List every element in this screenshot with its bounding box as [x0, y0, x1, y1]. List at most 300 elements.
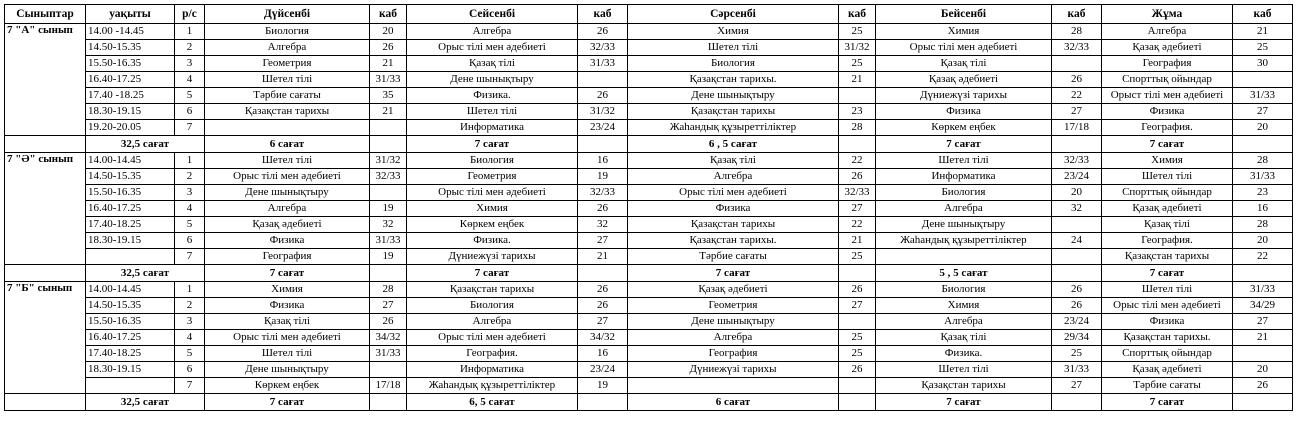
friday-room-cell: 20 [1233, 233, 1293, 249]
wednesday-room-cell: 23 [839, 104, 876, 120]
wednesday-subject-cell: Қазақстан тарихы. [628, 72, 839, 88]
tuesday-subject-cell: Физика. [407, 88, 578, 104]
tuesday-room-cell: 31/32 [578, 104, 628, 120]
wednesday-subject-cell: Жаһандық құзыреттіліктер [628, 120, 839, 136]
schedule-row [5, 346, 1293, 362]
wednesday-room-cell: 25 [839, 24, 876, 40]
totals-spacer-cell [5, 265, 86, 282]
thursday-subject-cell: Алгебра [876, 314, 1052, 330]
tuesday-room-cell: 26 [578, 88, 628, 104]
wednesday-room-cell: 27 [839, 201, 876, 217]
thursday-room-cell: 23/24 [1052, 169, 1102, 185]
weekly-total-cell: 32,5 сағат [86, 136, 205, 153]
wednesday-room-cell: 25 [839, 346, 876, 362]
day-total-room-cell [578, 136, 628, 153]
wednesday-subject-cell: Шетел тілі [628, 40, 839, 56]
friday-subject-cell: Тәрбие сағаты [1102, 378, 1233, 394]
friday-subject-cell: География. [1102, 233, 1233, 249]
tuesday-room-cell: 23/24 [578, 120, 628, 136]
wednesday-subject-cell: Қазақстан тарихы [628, 104, 839, 120]
monday-subject-cell: Шетел тілі [205, 346, 370, 362]
day-total-cell: 6 , 5 сағат [628, 136, 839, 153]
thursday-subject-cell: Информатика [876, 169, 1052, 185]
tuesday-room-cell: 19 [578, 169, 628, 185]
lesson-number-cell: 7 [175, 120, 205, 136]
day-total-room-cell [370, 136, 407, 153]
tuesday-subject-cell: Орыс тілі мен әдебиеті [407, 40, 578, 56]
thursday-room-cell: 32/33 [1052, 40, 1102, 56]
lesson-number-cell: 6 [175, 104, 205, 120]
lesson-number-cell: 5 [175, 88, 205, 104]
wednesday-subject-cell: Тәрбие сағаты [628, 249, 839, 265]
day-total-room-cell [578, 394, 628, 411]
day-total-cell: 5 , 5 сағат [876, 265, 1052, 282]
monday-room-cell: 28 [370, 282, 407, 298]
day-total-cell: 7 сағат [205, 265, 370, 282]
lesson-number-cell: 4 [175, 330, 205, 346]
time-cell: 17.40-18.25 [86, 346, 175, 362]
tuesday-subject-cell: Дүниежүзі тарихы [407, 249, 578, 265]
friday-room-cell: 16 [1233, 201, 1293, 217]
time-cell: 19.20-20.05 [86, 120, 175, 136]
friday-room-cell: 23 [1233, 185, 1293, 201]
friday-subject-cell: Химия [1102, 153, 1233, 169]
schedule-row [5, 169, 1293, 185]
monday-subject-cell: Физика [205, 233, 370, 249]
header-wednesday: Сәрсенбі [628, 5, 839, 24]
monday-subject-cell: Биология [205, 24, 370, 40]
lesson-number-cell: 1 [175, 153, 205, 169]
header-friday: Жұма [1102, 5, 1233, 24]
tuesday-room-cell: 27 [578, 233, 628, 249]
monday-room-cell: 27 [370, 298, 407, 314]
schedule-row [5, 233, 1293, 249]
friday-room-cell: 22 [1233, 249, 1293, 265]
wednesday-room-cell: 26 [839, 362, 876, 378]
time-cell: 16.40-17.25 [86, 72, 175, 88]
header-thursday: Бейсенбі [876, 5, 1052, 24]
thursday-room-cell: 26 [1052, 298, 1102, 314]
wednesday-room-cell: 28 [839, 120, 876, 136]
thursday-subject-cell: Көркем еңбек [876, 120, 1052, 136]
friday-room-cell: 31/33 [1233, 282, 1293, 298]
class-name-cell: 7 "А" сынып [5, 24, 86, 136]
day-total-cell: 7 сағат [628, 265, 839, 282]
monday-room-cell: 19 [370, 201, 407, 217]
day-total-cell: 7 сағат [1102, 136, 1233, 153]
monday-subject-cell: Шетел тілі [205, 153, 370, 169]
wednesday-room-cell: 25 [839, 56, 876, 72]
wednesday-subject-cell: Дене шынықтыру [628, 314, 839, 330]
friday-subject-cell: Алгебра [1102, 24, 1233, 40]
monday-subject-cell: Қазақ әдебиеті [205, 217, 370, 233]
schedule-row [5, 249, 1293, 265]
thursday-room-cell: 31/33 [1052, 362, 1102, 378]
day-total-room-cell [1052, 136, 1102, 153]
thursday-subject-cell [876, 249, 1052, 265]
friday-room-cell: 26 [1233, 378, 1293, 394]
tuesday-subject-cell: Биология [407, 153, 578, 169]
class-name-cell: 7 "Б" сынып [5, 282, 86, 394]
monday-room-cell: 26 [370, 314, 407, 330]
day-total-cell: 7 сағат [407, 136, 578, 153]
thursday-subject-cell: Қазақстан тарихы [876, 378, 1052, 394]
friday-subject-cell: Қазақ әдебиеті [1102, 201, 1233, 217]
friday-room-cell: 20 [1233, 362, 1293, 378]
day-total-room-cell [1233, 136, 1293, 153]
monday-subject-cell: Орыс тілі мен әдебиеті [205, 169, 370, 185]
wednesday-subject-cell: Қазақстан тарихы [628, 217, 839, 233]
tuesday-subject-cell: Алгебра [407, 24, 578, 40]
monday-subject-cell: Дене шынықтыру [205, 185, 370, 201]
thursday-room-cell: 17/18 [1052, 120, 1102, 136]
time-cell [86, 378, 175, 394]
totals-row [5, 136, 1293, 153]
lesson-number-cell: 7 [175, 249, 205, 265]
thursday-room-cell: 25 [1052, 346, 1102, 362]
tuesday-room-cell: 26 [578, 24, 628, 40]
wednesday-subject-cell: Қазақстан тарихы. [628, 233, 839, 249]
monday-room-cell: 32/33 [370, 169, 407, 185]
tuesday-subject-cell: Дене шынықтыру [407, 72, 578, 88]
schedule-row [5, 153, 1293, 169]
monday-subject-cell: Қазақ тілі [205, 314, 370, 330]
monday-room-cell [370, 185, 407, 201]
thursday-subject-cell: Дүниежүзі тарихы [876, 88, 1052, 104]
time-cell: 18.30-19.15 [86, 233, 175, 249]
time-cell: 17.40-18.25 [86, 217, 175, 233]
friday-room-cell [1233, 346, 1293, 362]
friday-room-cell: 27 [1233, 104, 1293, 120]
day-total-cell: 7 сағат [876, 394, 1052, 411]
friday-room-cell: 21 [1233, 24, 1293, 40]
schedule-row [5, 120, 1293, 136]
friday-subject-cell: Орыс тілі мен әдебиеті [1102, 298, 1233, 314]
tuesday-room-cell: 23/24 [578, 362, 628, 378]
day-total-room-cell [1233, 394, 1293, 411]
friday-room-cell: 31/33 [1233, 88, 1293, 104]
wednesday-subject-cell: Қазақ тілі [628, 153, 839, 169]
wednesday-subject-cell: Биология [628, 56, 839, 72]
wednesday-subject-cell: Физика [628, 201, 839, 217]
monday-subject-cell: Физика [205, 298, 370, 314]
day-total-room-cell [1052, 394, 1102, 411]
tuesday-subject-cell: Физика. [407, 233, 578, 249]
weekly-total-cell: 32,5 сағат [86, 265, 205, 282]
totals-row [5, 394, 1293, 411]
thursday-room-cell: 24 [1052, 233, 1102, 249]
monday-room-cell: 31/33 [370, 233, 407, 249]
schedule-row [5, 56, 1293, 72]
thursday-subject-cell: Шетел тілі [876, 153, 1052, 169]
day-total-room-cell [370, 265, 407, 282]
thursday-subject-cell: Биология [876, 282, 1052, 298]
totals-row [5, 265, 1293, 282]
time-cell: 16.40-17.25 [86, 201, 175, 217]
monday-room-cell: 31/33 [370, 346, 407, 362]
schedule-row [5, 362, 1293, 378]
lesson-number-cell: 4 [175, 201, 205, 217]
tuesday-subject-cell: Қазақстан тарихы [407, 282, 578, 298]
tuesday-subject-cell: Орыс тілі мен әдебиеті [407, 330, 578, 346]
totals-spacer-cell [5, 394, 86, 411]
monday-subject-cell [205, 120, 370, 136]
friday-subject-cell: География. [1102, 120, 1233, 136]
tuesday-room-cell: 19 [578, 378, 628, 394]
monday-room-cell: 34/32 [370, 330, 407, 346]
monday-subject-cell: Тәрбие сағаты [205, 88, 370, 104]
lesson-number-cell: 3 [175, 185, 205, 201]
day-total-cell: 6 сағат [205, 136, 370, 153]
time-cell: 14.00 -14.45 [86, 24, 175, 40]
thursday-room-cell [1052, 217, 1102, 233]
monday-room-cell [370, 362, 407, 378]
thursday-subject-cell: Орыс тілі мен әдебиеті [876, 40, 1052, 56]
day-total-cell: 7 сағат [407, 265, 578, 282]
time-cell: 15.50-16.35 [86, 56, 175, 72]
lesson-number-cell: 6 [175, 233, 205, 249]
lesson-number-cell: 6 [175, 362, 205, 378]
friday-room-cell: 28 [1233, 217, 1293, 233]
thursday-room-cell: 27 [1052, 378, 1102, 394]
day-total-room-cell [370, 394, 407, 411]
tuesday-subject-cell: Алгебра [407, 314, 578, 330]
wednesday-subject-cell: География [628, 346, 839, 362]
lesson-number-cell: 2 [175, 298, 205, 314]
day-total-room-cell [1052, 265, 1102, 282]
wednesday-subject-cell: Алгебра [628, 169, 839, 185]
lesson-number-cell: 3 [175, 56, 205, 72]
tuesday-room-cell: 32 [578, 217, 628, 233]
tuesday-subject-cell: География. [407, 346, 578, 362]
schedule-row [5, 72, 1293, 88]
friday-room-cell [1233, 72, 1293, 88]
lesson-number-cell: 2 [175, 169, 205, 185]
thursday-subject-cell: Қазақ тілі [876, 330, 1052, 346]
tuesday-room-cell: 16 [578, 346, 628, 362]
lesson-number-cell: 1 [175, 24, 205, 40]
monday-room-cell: 26 [370, 40, 407, 56]
time-cell: 16.40-17.25 [86, 330, 175, 346]
header-room: каб [370, 5, 407, 24]
lesson-number-cell: 2 [175, 40, 205, 56]
day-total-cell: 6, 5 сағат [407, 394, 578, 411]
day-total-room-cell [839, 265, 876, 282]
tuesday-room-cell: 26 [578, 298, 628, 314]
wednesday-subject-cell: Дене шынықтыру [628, 88, 839, 104]
wednesday-room-cell: 25 [839, 330, 876, 346]
thursday-room-cell: 22 [1052, 88, 1102, 104]
wednesday-subject-cell: Геометрия [628, 298, 839, 314]
friday-subject-cell: Физика [1102, 314, 1233, 330]
wednesday-room-cell: 22 [839, 217, 876, 233]
thursday-room-cell [1052, 56, 1102, 72]
tuesday-subject-cell: Орыс тілі мен әдебиеті [407, 185, 578, 201]
tuesday-subject-cell: Қазақ тілі [407, 56, 578, 72]
wednesday-room-cell: 26 [839, 169, 876, 185]
header-room: каб [839, 5, 876, 24]
friday-subject-cell: Спорттық ойындар [1102, 185, 1233, 201]
friday-room-cell: 27 [1233, 314, 1293, 330]
day-total-room-cell [1233, 265, 1293, 282]
monday-subject-cell: Қазақстан тарихы [205, 104, 370, 120]
friday-subject-cell: География [1102, 56, 1233, 72]
monday-subject-cell: География [205, 249, 370, 265]
wednesday-room-cell: 26 [839, 282, 876, 298]
wednesday-subject-cell: Дүниежүзі тарихы [628, 362, 839, 378]
thursday-subject-cell: Химия [876, 298, 1052, 314]
friday-subject-cell: Спорттық ойындар [1102, 72, 1233, 88]
day-total-room-cell [578, 265, 628, 282]
thursday-subject-cell: Химия [876, 24, 1052, 40]
monday-room-cell: 31/33 [370, 72, 407, 88]
header-row [5, 5, 1293, 24]
monday-subject-cell: Көркем еңбек [205, 378, 370, 394]
header-monday: Дүйсенбі [205, 5, 370, 24]
schedule-row [5, 40, 1293, 56]
monday-subject-cell: Дене шынықтыру [205, 362, 370, 378]
header-tuesday: Сейсенбі [407, 5, 578, 24]
tuesday-room-cell: 32/33 [578, 40, 628, 56]
tuesday-subject-cell: Геометрия [407, 169, 578, 185]
tuesday-room-cell: 16 [578, 153, 628, 169]
wednesday-room-cell: 21 [839, 72, 876, 88]
header-classes: Сыныптар [5, 5, 86, 24]
friday-subject-cell: Қазақ әдебиеті [1102, 40, 1233, 56]
thursday-subject-cell: Жаһандық құзыреттіліктер [876, 233, 1052, 249]
lesson-number-cell: 5 [175, 217, 205, 233]
monday-room-cell: 21 [370, 56, 407, 72]
friday-subject-cell: Орыст тілі мен әдебиеті [1102, 88, 1233, 104]
monday-room-cell: 17/18 [370, 378, 407, 394]
header-number: р/с [175, 5, 205, 24]
wednesday-subject-cell [628, 378, 839, 394]
thursday-subject-cell: Шетел тілі [876, 362, 1052, 378]
lesson-number-cell: 3 [175, 314, 205, 330]
wednesday-room-cell: 21 [839, 233, 876, 249]
time-cell: 15.50-16.35 [86, 314, 175, 330]
tuesday-room-cell [578, 72, 628, 88]
thursday-room-cell: 27 [1052, 104, 1102, 120]
wednesday-room-cell: 32/33 [839, 185, 876, 201]
schedule-row [5, 282, 1293, 298]
schedule-row [5, 24, 1293, 40]
friday-subject-cell: Қазақ әдебиеті [1102, 362, 1233, 378]
thursday-room-cell: 28 [1052, 24, 1102, 40]
thursday-room-cell: 32/33 [1052, 153, 1102, 169]
schedule-table [4, 4, 1293, 411]
friday-room-cell: 28 [1233, 153, 1293, 169]
thursday-room-cell: 20 [1052, 185, 1102, 201]
tuesday-subject-cell: Информатика [407, 120, 578, 136]
wednesday-subject-cell: Қазақ әдебиеті [628, 282, 839, 298]
time-cell: 14.00-14.45 [86, 153, 175, 169]
day-total-room-cell [839, 394, 876, 411]
friday-room-cell: 20 [1233, 120, 1293, 136]
friday-subject-cell: Физика [1102, 104, 1233, 120]
tuesday-room-cell: 34/32 [578, 330, 628, 346]
header-time: уақыты [86, 5, 175, 24]
monday-room-cell: 21 [370, 104, 407, 120]
day-total-cell: 7 сағат [1102, 394, 1233, 411]
totals-spacer-cell [5, 136, 86, 153]
day-total-cell: 7 сағат [1102, 265, 1233, 282]
monday-room-cell: 31/32 [370, 153, 407, 169]
friday-room-cell: 30 [1233, 56, 1293, 72]
schedule-row [5, 201, 1293, 217]
tuesday-subject-cell: Жаһандық құзыреттіліктер [407, 378, 578, 394]
thursday-subject-cell: Биология [876, 185, 1052, 201]
tuesday-room-cell: 27 [578, 314, 628, 330]
friday-subject-cell: Шетел тілі [1102, 282, 1233, 298]
lesson-number-cell: 1 [175, 282, 205, 298]
thursday-subject-cell: Физика [876, 104, 1052, 120]
wednesday-subject-cell: Алгебра [628, 330, 839, 346]
schedule-row [5, 104, 1293, 120]
thursday-room-cell: 32 [1052, 201, 1102, 217]
schedule-row [5, 88, 1293, 104]
friday-room-cell: 25 [1233, 40, 1293, 56]
friday-subject-cell: Қазақстан тарихы [1102, 249, 1233, 265]
schedule-row [5, 330, 1293, 346]
schedule-row [5, 298, 1293, 314]
friday-subject-cell: Қазақ тілі [1102, 217, 1233, 233]
wednesday-subject-cell: Орыс тілі мен әдебиеті [628, 185, 839, 201]
wednesday-room-cell: 25 [839, 249, 876, 265]
wednesday-room-cell: 27 [839, 298, 876, 314]
thursday-subject-cell: Дене шынықтыру [876, 217, 1052, 233]
time-cell: 18.30-19.15 [86, 362, 175, 378]
wednesday-room-cell: 22 [839, 153, 876, 169]
monday-room-cell: 32 [370, 217, 407, 233]
thursday-room-cell: 23/24 [1052, 314, 1102, 330]
tuesday-subject-cell: Көркем еңбек [407, 217, 578, 233]
friday-room-cell: 34/29 [1233, 298, 1293, 314]
lesson-number-cell: 5 [175, 346, 205, 362]
thursday-room-cell: 26 [1052, 282, 1102, 298]
class-name-cell: 7 "Ә" сынып [5, 153, 86, 265]
time-cell: 14.50-15.35 [86, 169, 175, 185]
lesson-number-cell: 4 [175, 72, 205, 88]
schedule-row [5, 185, 1293, 201]
thursday-room-cell: 29/34 [1052, 330, 1102, 346]
wednesday-room-cell [839, 88, 876, 104]
header-room: каб [1233, 5, 1293, 24]
monday-room-cell [370, 120, 407, 136]
monday-room-cell: 20 [370, 24, 407, 40]
tuesday-subject-cell: Шетел тілі [407, 104, 578, 120]
friday-subject-cell: Қазақстан тарихы. [1102, 330, 1233, 346]
weekly-total-cell: 32,5 сағат [86, 394, 205, 411]
time-cell: 18.30-19.15 [86, 104, 175, 120]
schedule-row [5, 378, 1293, 394]
lesson-number-cell: 7 [175, 378, 205, 394]
monday-room-cell: 35 [370, 88, 407, 104]
monday-subject-cell: Шетел тілі [205, 72, 370, 88]
time-cell: 14.00-14.45 [86, 282, 175, 298]
tuesday-subject-cell: Химия [407, 201, 578, 217]
time-cell: 15.50-16.35 [86, 185, 175, 201]
monday-room-cell: 19 [370, 249, 407, 265]
tuesday-subject-cell: Информатика [407, 362, 578, 378]
day-total-cell: 6 сағат [628, 394, 839, 411]
thursday-subject-cell: Алгебра [876, 201, 1052, 217]
monday-subject-cell: Алгебра [205, 40, 370, 56]
thursday-room-cell: 26 [1052, 72, 1102, 88]
tuesday-room-cell: 32/33 [578, 185, 628, 201]
monday-subject-cell: Химия [205, 282, 370, 298]
thursday-subject-cell: Физика. [876, 346, 1052, 362]
